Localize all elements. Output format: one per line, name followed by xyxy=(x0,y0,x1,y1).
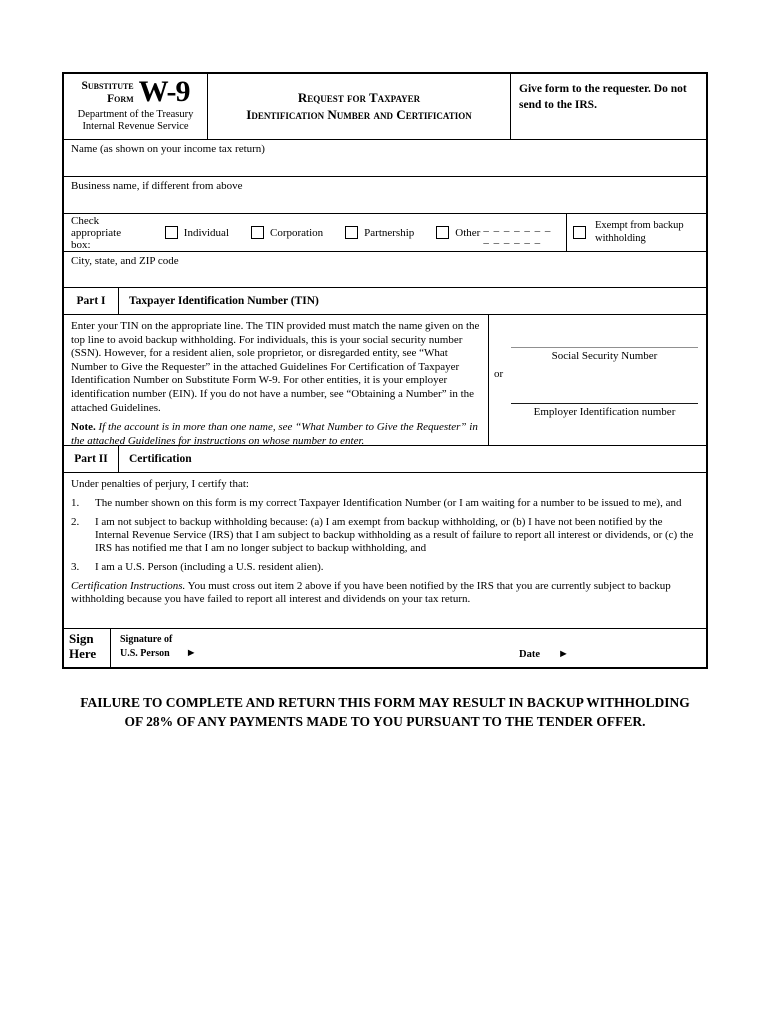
certification-item-2-number: 2. xyxy=(71,516,80,528)
other-label: Other xyxy=(455,226,481,239)
signature-label-line-2: U.S. Person xyxy=(120,647,170,659)
part2-label: Part II xyxy=(74,453,108,465)
entity-type-row xyxy=(64,214,706,252)
city-row xyxy=(64,252,706,288)
certification-item-3-text: I am a U.S. Person (including a U.S. resident alien). xyxy=(95,561,324,573)
ssn-entry xyxy=(511,347,698,362)
signature-label xyxy=(120,633,197,660)
sign-here-row xyxy=(64,629,706,667)
tin-note-text: If the account is in more than one name, see “What Number to Give the Requester” in the attached Guidelines for instructions on whose number to enter. xyxy=(71,421,478,447)
name-row xyxy=(64,140,706,177)
department-lines xyxy=(69,109,202,134)
sign-here-line-1: Sign xyxy=(69,631,94,646)
part1-label: Part I xyxy=(76,295,106,307)
failure-warning xyxy=(0,694,770,731)
date-label: Date xyxy=(519,649,540,660)
sign-here-label xyxy=(64,629,110,667)
tin-body-text: Enter your TIN on the appropriate line. The TIN provided must match the name given on the top line to avoid backup withholding. For individuals, this is your social security number (SSN). However, for a resident alien, sole proprietor, or disregarded entity, see “What Number to Give the Requester” in the attached Guidelines For Certification of Taxpayer Identification Number on Substitute Form W-9. For other entities, it is your employer identification number (EIN). If you do not have a number, see “Obtaining a Number” in the attached Guidelines. xyxy=(71,320,480,414)
certification-instructions-label: Certification Instructions. xyxy=(71,580,186,592)
partnership-label: Partnership xyxy=(364,226,415,239)
business-name-row xyxy=(64,177,706,214)
certification-item-2 xyxy=(71,516,699,555)
form-title-line-2: Identification Number and Certification xyxy=(246,106,472,122)
individual-label: Individual xyxy=(183,226,229,239)
signature-cell xyxy=(110,629,706,667)
individual-option xyxy=(165,226,229,239)
substitute-label: Substitute xyxy=(81,80,134,92)
failure-warning-line-2: OF 28% OF ANY PAYMENTS MADE TO YOU PURSUANT TO THE TENDER OFFER. xyxy=(124,713,646,729)
date-label-block xyxy=(519,649,569,660)
certification-intro: Under penalties of perjury, I certify that: xyxy=(71,478,249,490)
part1-title: Taxpayer Identification Number (TIN) xyxy=(118,288,706,314)
tin-note-label: Note. xyxy=(71,421,96,434)
name-field[interactable] xyxy=(64,140,706,176)
check-box-row-label: Check appropriate box: xyxy=(71,214,122,251)
department-line-2: Internal Revenue Service xyxy=(82,121,189,133)
form-header-row xyxy=(64,74,706,140)
sign-here-line-2: Here xyxy=(69,646,97,662)
certification-item-3 xyxy=(71,561,699,574)
tin-entry-cell xyxy=(488,315,706,445)
requester-note: Give form to the requester. Do not send to the IRS. xyxy=(510,74,706,139)
partnership-option xyxy=(345,226,414,239)
exempt-checkbox[interactable] xyxy=(573,226,586,239)
other-checkbox[interactable] xyxy=(436,226,449,239)
or-label: or xyxy=(494,368,504,380)
tin-note xyxy=(71,421,481,448)
failure-warning-line-1: FAILURE TO COMPLETE AND RETURN THIS FORM MAY RESULT IN BACKUP WITHHOLDING xyxy=(80,695,690,710)
certification-instructions xyxy=(71,580,699,606)
form-title-line-1: Request for Taxpayer xyxy=(297,89,421,105)
corporation-option xyxy=(251,226,323,239)
certification-body xyxy=(64,473,706,629)
certification-item-1-number: 1. xyxy=(71,497,80,509)
individual-checkbox[interactable] xyxy=(165,226,178,239)
tin-body-row xyxy=(64,315,706,446)
certification-instructions-text: You must cross out item 2 above if you have been notified by the IRS that you are currently subject to backup withholding because you have failed to report all interest and dividends on your tax return. xyxy=(71,580,671,605)
exempt-cell xyxy=(566,214,706,251)
corporation-checkbox[interactable] xyxy=(251,226,264,239)
part1-header-row xyxy=(64,288,706,315)
part2-title: Certification xyxy=(118,446,706,472)
ssn-label: Social Security Number xyxy=(551,350,658,362)
certification-item-1-text: The number shown on this form is my correct Taxpayer Identification Number (or I am waiting for a number to be issued to me), and xyxy=(95,497,682,509)
substitute-form-label xyxy=(81,78,133,106)
form-number: W-9 xyxy=(138,75,190,108)
exempt-label: Exempt from backup withholding xyxy=(595,219,684,244)
certification-item-2-text: I am not subject to backup withholding because: (a) I am exempt from backup withholding, or (b) I have not been notified by the Internal Revenue Service (IRS) that I am subject to backup withholding as a result of failure to report all interest or dividends, or (c) the IRS has notified me that I am no longer subject to backup withholding, and xyxy=(95,516,694,554)
other-blank-line[interactable]: _ _ _ _ _ _ _ _ _ _ _ _ _ xyxy=(483,220,552,245)
w9-form-table xyxy=(62,72,708,669)
certification-item-1 xyxy=(71,497,699,510)
form-title xyxy=(246,90,471,124)
corporation-label: Corporation xyxy=(270,226,324,239)
signature-label-line-1: Signature of xyxy=(120,634,173,645)
signature-label-line-2-wrap xyxy=(120,647,197,661)
other-option xyxy=(436,221,559,245)
signature-input-area[interactable] xyxy=(236,635,506,663)
date-arrow-icon: ► xyxy=(558,648,569,660)
ein-label: Employer Identification number xyxy=(533,406,676,418)
form-title-cell xyxy=(207,74,510,139)
city-state-zip-label: City, state, and ZIP code xyxy=(71,255,179,267)
ein-entry xyxy=(511,403,698,418)
tin-instructions xyxy=(64,315,488,445)
form-id-cell xyxy=(64,74,207,139)
partnership-checkbox[interactable] xyxy=(345,226,358,239)
entity-type-cell xyxy=(64,214,566,251)
certification-item-3-number: 3. xyxy=(71,561,80,573)
city-state-zip-field[interactable] xyxy=(64,252,706,287)
name-field-label: Name (as shown on your income tax return) xyxy=(71,143,265,155)
business-name-field-label: Business name, if different from above xyxy=(71,180,243,192)
date-input-area[interactable] xyxy=(581,635,696,663)
form-id-topline xyxy=(69,75,202,108)
signature-arrow-icon: ► xyxy=(185,646,197,659)
department-line-1: Department of the Treasury xyxy=(77,108,194,120)
form-label: Form xyxy=(107,93,134,106)
part2-header-row xyxy=(64,446,706,473)
business-name-field[interactable] xyxy=(64,177,706,213)
